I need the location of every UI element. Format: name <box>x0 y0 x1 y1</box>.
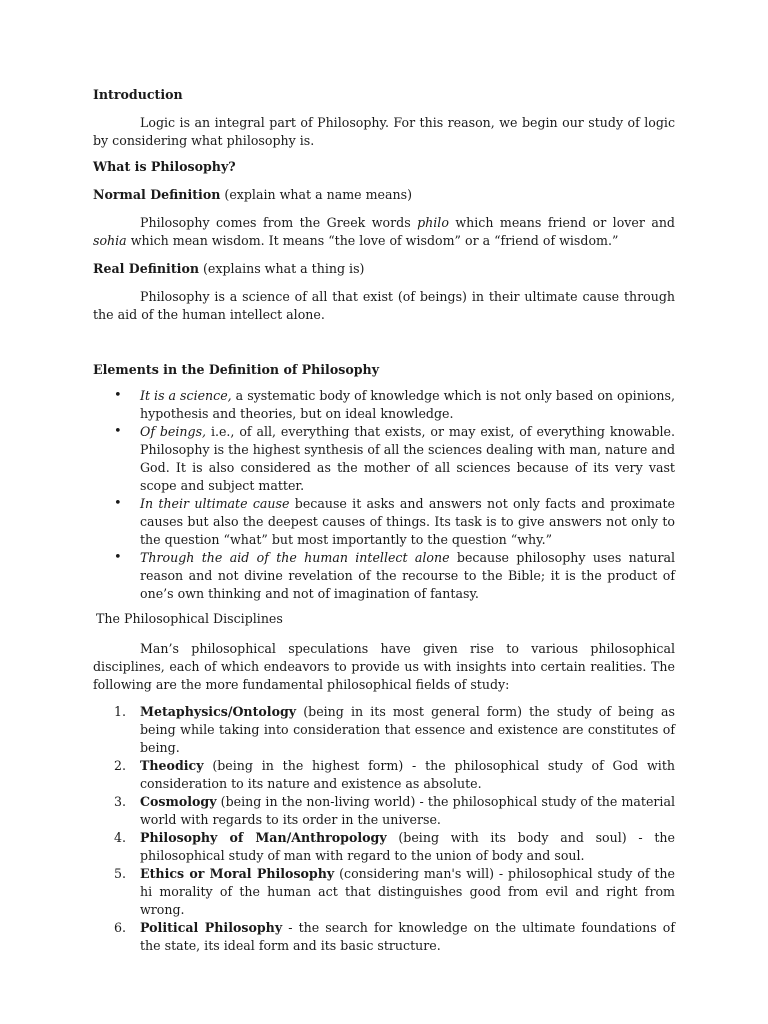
list-item-lead: Through the aid of the human intellect alone <box>140 550 450 565</box>
list-item-title: Ethics or Moral Philosophy <box>140 866 335 881</box>
list-item-lead: Of beings, <box>140 424 207 439</box>
list-item-text: because it asks and answers not only facts and proximate causes but also the deepest causes of things. Its task is to give answers not only to the question “what” but most importantly to the question “why.” <box>140 496 675 547</box>
list-item <box>93 495 675 549</box>
real-definition-note: (explains what a thing is) <box>203 261 365 276</box>
list-item-text: i.e., of all, everything that exists, or may exist, of everything knowable. Philosophy is the highest synthesis of all the sciences dealing with man, nature and God. It is also considered as the mother of all sciences because of its very vast scope and subject matter. <box>140 424 676 493</box>
bullet-icon: • <box>114 388 122 403</box>
real-definition-paragraph: Philosophy is a science of all that exist (of beings) in their ultimate cause through the aid of the human intellect alone. <box>93 289 675 322</box>
disciplines-paragraph: Man’s philosophical speculations have given rise to various philosophical disciplines, each of which endeavors to provide us with insights into certain realities. The following are the more fundamental philosophical fields of study: <box>93 641 675 692</box>
list-item <box>93 703 675 757</box>
normal-definition-text-2: which means friend or lover and <box>448 215 675 230</box>
disciplines-heading: The Philosophical Disciplines <box>96 611 283 626</box>
normal-definition-text-1: Philosophy comes from the Greek words <box>140 215 418 230</box>
list-item <box>93 793 675 829</box>
list-item-lead: It is a science, <box>140 388 232 403</box>
normal-definition-note: (explain what a name means) <box>224 187 412 202</box>
elements-heading: Elements in the Definition of Philosophy <box>93 362 380 377</box>
list-item <box>93 865 675 919</box>
list-item-number: 3. <box>114 794 127 809</box>
normal-definition-title: Normal Definition <box>93 187 221 202</box>
list-item-lead: In their ultimate cause <box>140 496 290 511</box>
document-page <box>93 86 675 955</box>
list-item-number: 2. <box>114 758 127 773</box>
list-item-number: 5. <box>114 866 127 881</box>
list-item-number: 6. <box>114 920 127 935</box>
list-item-title: Theodicy <box>140 758 204 773</box>
list-item-text: because philosophy uses natural reason and not divine revelation of the recourse to the Bible; it is the product of one’s own thinking and not of imagination of fantasy. <box>140 550 675 601</box>
list-item-title: Philosophy of Man/Anthropology <box>140 830 387 845</box>
normal-definition-paragraph <box>93 214 675 250</box>
introduction-paragraph: Logic is an integral part of Philosophy. For this reason, we begin our study of logic by considering what philosophy is. <box>93 115 675 148</box>
list-item <box>93 757 675 793</box>
list-item <box>93 919 675 955</box>
bullet-icon: • <box>114 424 122 439</box>
list-item-text: a systematic body of knowledge which is not only based on opinions, hypothesis and theories, but on ideal knowledge. <box>140 388 675 421</box>
list-item-text: - the search for knowledge on the ultimate foundations of the state, its ideal form and its basic structure. <box>140 920 675 953</box>
normal-definition-heading <box>93 186 675 204</box>
normal-definition-text-3: which mean wisdom. It means “the love of wisdom” or a “friend of wisdom.” <box>126 233 619 248</box>
real-definition-heading <box>93 260 675 278</box>
list-item-number: 4. <box>114 830 127 845</box>
elements-list <box>93 387 675 603</box>
what-is-philosophy-heading: What is Philosophy? <box>93 159 236 174</box>
list-item <box>93 829 675 865</box>
real-definition-title: Real Definition <box>93 261 199 276</box>
introduction-heading: Introduction <box>93 87 183 102</box>
greek-word-sohia: sohia <box>93 233 127 248</box>
list-item <box>93 423 675 495</box>
list-item-title: Cosmology <box>140 794 217 809</box>
disciplines-list <box>93 703 675 955</box>
list-item-text: (considering man's will) - philosophical study of the hi morality of the human act that distinguishes good from evil and right from wrong. <box>140 866 675 917</box>
list-item-text: (being in the non-living world) - the philosophical study of the material world with regards to its order in the universe. <box>140 794 675 827</box>
list-item-title: Metaphysics/Ontology <box>140 704 297 719</box>
list-item-title: Political Philosophy <box>140 920 283 935</box>
list-item-number: 1. <box>114 704 127 719</box>
list-item <box>93 387 675 423</box>
list-item-text: (being in the highest form) - the philosophical study of God with consideration to its nature and existence as absolute. <box>140 758 675 791</box>
list-item <box>93 549 675 603</box>
greek-word-philo: philo <box>417 215 449 230</box>
list-item-text: (being with its body and soul) - the philosophical study of man with regard to the union of body and soul. <box>140 830 675 863</box>
bullet-icon: • <box>114 550 122 565</box>
list-item-text: (being in its most general form) the study of being as being while taking into consideration that essence and existence are constitutes of being. <box>140 704 675 755</box>
bullet-icon: • <box>114 496 122 511</box>
